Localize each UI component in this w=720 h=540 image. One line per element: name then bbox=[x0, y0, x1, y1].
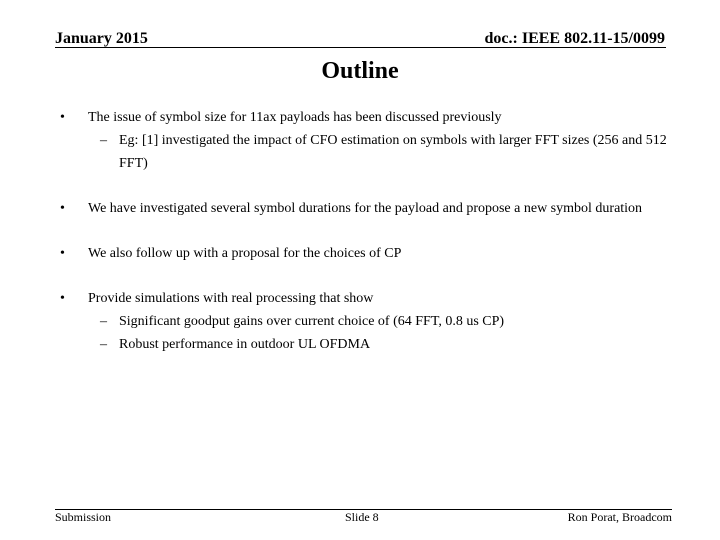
bullet-marker: • bbox=[60, 110, 65, 125]
sub-bullet-marker: – bbox=[100, 337, 107, 352]
bullet-marker: • bbox=[60, 201, 65, 216]
sub-bullet-marker: – bbox=[100, 133, 107, 148]
slide-body bbox=[60, 106, 680, 378]
bullet-marker: • bbox=[60, 246, 65, 261]
bullet-item bbox=[60, 242, 680, 265]
header-doc-id: doc.: IEEE 802.11-15/0099 bbox=[484, 30, 665, 47]
sub-bullet-text: Eg: [1] investigated the impact of CFO estimation on symbols with larger FFT sizes (256 and 512 FFT) bbox=[119, 133, 667, 171]
sub-bullet-text: Robust performance in outdoor UL OFDMA bbox=[119, 337, 371, 352]
bullet-text: Provide simulations with real processing that show bbox=[88, 291, 374, 306]
header-date: January 2015 bbox=[55, 30, 148, 47]
slide-title: Outline bbox=[321, 58, 399, 84]
sub-bullet-text: Significant goodput gains over current choice of (64 FFT, 0.8 us CP) bbox=[119, 314, 505, 329]
header-divider bbox=[55, 47, 666, 48]
bullet-item bbox=[60, 197, 680, 220]
bullet-item bbox=[60, 106, 680, 175]
footer-submission: Submission bbox=[55, 510, 112, 524]
sub-bullet-item bbox=[88, 333, 680, 356]
bullet-item bbox=[60, 287, 680, 356]
bullet-marker: • bbox=[60, 291, 65, 306]
footer-slide-number: Slide 8 bbox=[345, 510, 379, 524]
sub-bullet-item bbox=[88, 129, 680, 175]
bullet-text: The issue of symbol size for 11ax payloads has been discussed previously bbox=[88, 110, 502, 125]
bullet-text: We have investigated several symbol durations for the payload and propose a new symbol duration bbox=[88, 201, 643, 216]
sub-bullet-marker: – bbox=[100, 314, 107, 329]
footer-author: Ron Porat, Broadcom bbox=[567, 510, 672, 524]
bullet-text: We also follow up with a proposal for the choices of CP bbox=[88, 246, 402, 261]
sub-bullet-item bbox=[88, 310, 680, 333]
